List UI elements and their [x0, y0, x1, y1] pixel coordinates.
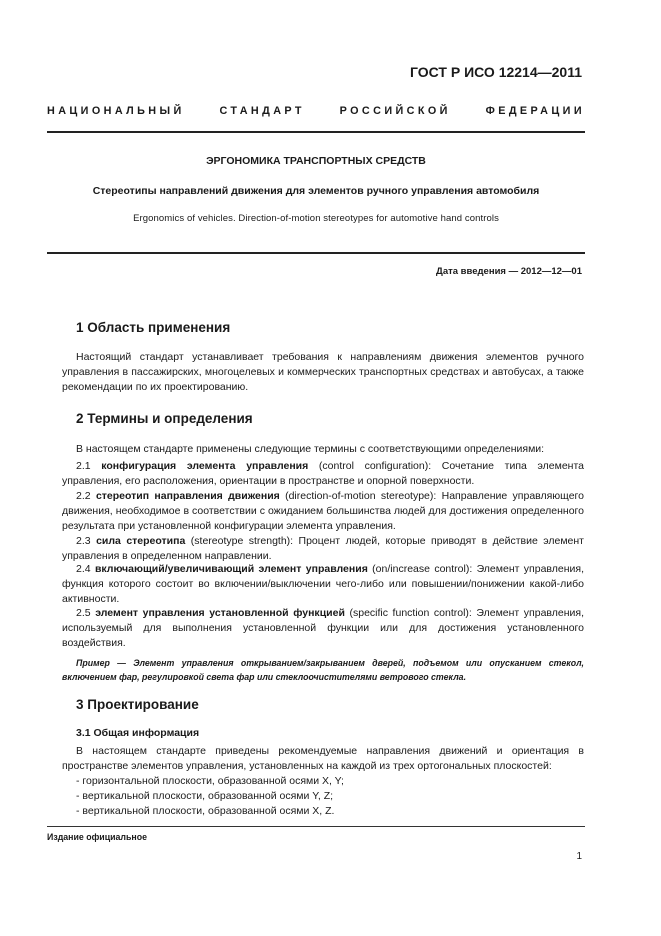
term-definition: (direction-of-motion stereotype): Направление управляющего движения, необходимое в соответствии с ожиданием большинства людей для достижения определенного результата при установленной конфигурации элемента управления.: [62, 490, 584, 532]
example-note: Пример — Элемент управления открыванием/закрыванием дверей, подъемом или опусканием стекол, включением фар, регулировкой света фар или стеклоочистителями ветрового стекла.: [62, 658, 584, 682]
subsection-3-1-heading: 3.1 Общая информация: [76, 727, 200, 739]
list-item: - вертикальной плоскости, образованной осями Y, Z;: [76, 790, 334, 802]
term-name: включающий/увеличивающий элемент управления: [94, 563, 368, 575]
title-divider: [47, 252, 585, 254]
term-name: элемент управления установленной функцией: [95, 607, 345, 619]
term-number: 2.3: [76, 535, 91, 547]
section-2-intro: В настоящем стандарте применены следующие термины с соответствующими определениями:: [76, 443, 545, 455]
term-number: 2.1: [76, 460, 91, 472]
document-title-english: Ergonomics of vehicles. Direction-of-motion stereotypes for automotive hand controls: [133, 213, 499, 224]
document-title: ЭРГОНОМИКА ТРАНСПОРТНЫХ СРЕДСТВ: [206, 155, 426, 167]
term-definition: (on/increase control): Элемент управления, функция которого состоит во включении/выключении чего-либо или повышении/понижении какой-либо активности.: [62, 563, 584, 605]
footer-divider: [47, 826, 585, 827]
section-1-heading: 1 Область применения: [76, 320, 231, 335]
term-2-3: [62, 534, 584, 564]
term-number: 2.4: [76, 563, 91, 575]
list-item: - горизонтальной плоскости, образованной осями X, Y;: [76, 775, 344, 787]
term-name: конфигурация элемента управления: [101, 460, 309, 472]
edition-label: Издание официальное: [47, 832, 147, 842]
effective-date: Дата введения — 2012—12—01: [436, 266, 582, 277]
term-2-1: [62, 459, 584, 489]
standard-code: ГОСТ Р ИСО 12214—2011: [410, 64, 582, 80]
term-2-2: [62, 489, 584, 534]
section-2-heading: 2 Термины и определения: [76, 411, 253, 426]
term-definition: (control configuration): Сочетание типа элемента управления, его расположения, ориентации в пространстве и опорной поверхности.: [62, 460, 584, 487]
term-2-4: [62, 562, 584, 607]
national-standard-banner: НАЦИОНАЛЬНЫЙ СТАНДАРТ РОССИЙСКОЙ ФЕДЕРАЦИИ: [47, 105, 585, 117]
term-definition: (stereotype strength): Процент людей, которые приводят в действие элемент управления в определенном направлении.: [62, 535, 584, 562]
term-number: 2.5: [76, 607, 91, 619]
term-2-5: [62, 606, 584, 651]
term-definition: (specific function control): Элемент управления, используемый для выполнения установленной функции или для достижения установленного воздействия.: [62, 607, 584, 649]
header-divider: [47, 131, 585, 133]
page-number: 1: [576, 851, 582, 862]
document-subtitle: Стереотипы направлений движения для элементов ручного управления автомобиля: [92, 185, 540, 197]
section-1-text: Настоящий стандарт устанавливает требования к направлениям движения элементов ручного управления в пассажирских, многоцелевых и коммерческих транспортных средствах и автобусах, а также рекомендации по их проектированию.: [62, 351, 584, 393]
section-3-heading: 3 Проектирование: [76, 697, 199, 712]
term-number: 2.2: [76, 490, 91, 502]
plane-list: [76, 774, 344, 819]
term-name: сила стереотипа: [96, 535, 186, 547]
term-name: стереотип направления движения: [95, 490, 280, 502]
list-item: - вертикальной плоскости, образованной осями X, Z.: [76, 805, 335, 817]
section-3-text: В настоящем стандарте приведены рекомендуемые направления движений и ориентация в пространстве элементов управления, установленных на каждой из трех ортогональных плоскостей:: [62, 745, 584, 772]
